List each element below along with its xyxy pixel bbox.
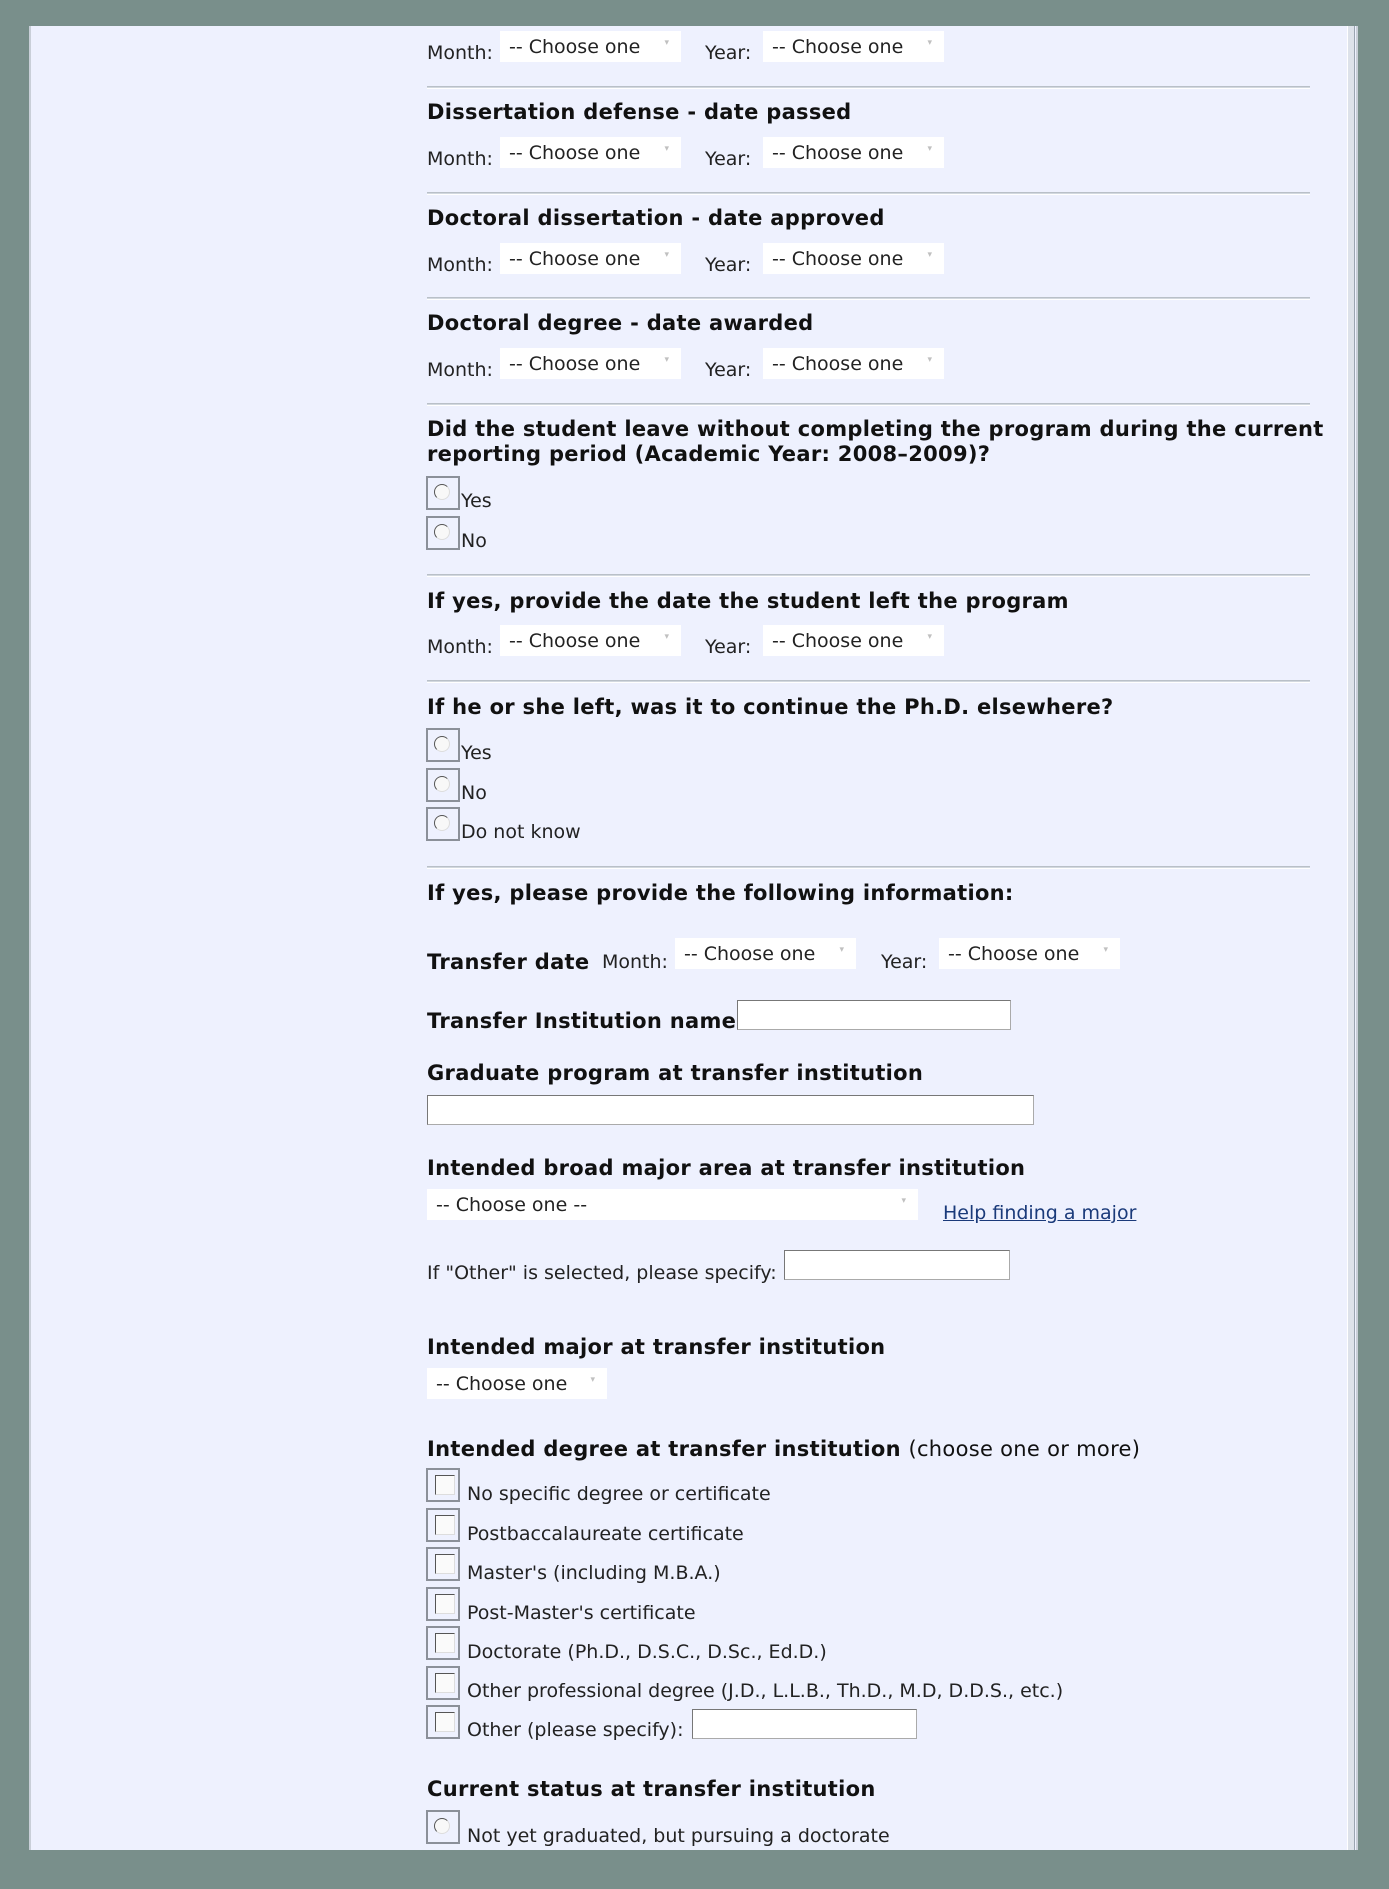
- degree-checkbox[interactable]: [426, 1666, 460, 1700]
- degree-option-label: Other professional degree (J.D., L.L.B., Th.D., M.D, D.D.S., etc.): [467, 1680, 1064, 1702]
- option-label: No: [461, 782, 487, 804]
- option-label: Yes: [461, 742, 492, 764]
- divider: [427, 680, 1310, 683]
- month-label: Month:: [427, 636, 493, 658]
- chevron-down-icon: ▾: [901, 1196, 906, 1206]
- chevron-down-icon: ▾: [927, 250, 932, 260]
- month-label: Month:: [427, 359, 493, 381]
- continue-dontknow-radio[interactable]: [426, 807, 460, 841]
- intended-major-select[interactable]: -- Choose one ▾: [427, 1368, 607, 1399]
- scrollbar[interactable]: [1347, 26, 1355, 1850]
- intended-degree-label: Intended degree at transfer institution (choose one or more): [427, 1437, 1141, 1461]
- chevron-down-icon: ▾: [927, 144, 932, 154]
- transfer-institution-label: Transfer Institution name: [427, 1009, 737, 1033]
- degree-checkbox[interactable]: [426, 1468, 460, 1502]
- degree-checkbox[interactable]: [426, 1626, 460, 1660]
- degree-checkbox[interactable]: [426, 1508, 460, 1542]
- other-degree-input[interactable]: [692, 1709, 917, 1739]
- left-yes-radio[interactable]: [426, 476, 460, 510]
- help-finding-major-link[interactable]: Help finding a major: [943, 1202, 1137, 1224]
- degree-checkbox[interactable]: [426, 1705, 460, 1739]
- transfer-institution-input[interactable]: [737, 1000, 1011, 1030]
- degree-option-label: Postbaccalaureate certificate: [467, 1523, 744, 1545]
- awarded-month-select[interactable]: -- Choose one ▾: [500, 348, 681, 379]
- chevron-down-icon: ▾: [927, 38, 932, 48]
- section-heading: Doctoral degree - date awarded: [427, 311, 814, 335]
- chevron-down-icon: ▾: [1103, 945, 1108, 955]
- graduate-program-input[interactable]: [427, 1095, 1034, 1125]
- transfer-date-label: Transfer date: [427, 950, 590, 974]
- section-heading: If he or she left, was it to continue the Ph.D. elsewhere?: [427, 695, 1114, 719]
- divider: [427, 86, 1310, 89]
- year-select[interactable]: -- Choose one ▾: [763, 31, 944, 62]
- approved-month-select[interactable]: -- Choose one ▾: [500, 243, 681, 274]
- divider: [427, 866, 1310, 869]
- degree-option-label: Other (please specify):: [467, 1719, 684, 1741]
- chevron-down-icon: ▾: [927, 355, 932, 365]
- option-label: Do not know: [461, 821, 581, 843]
- intended-major-label: Intended major at transfer institution: [427, 1335, 886, 1359]
- broad-major-label: Intended broad major area at transfer institution: [427, 1156, 1026, 1180]
- broad-major-select[interactable]: -- Choose one -- ▾: [427, 1189, 918, 1220]
- chevron-down-icon: ▾: [664, 355, 669, 365]
- transfer-month-select[interactable]: -- Choose one ▾: [675, 938, 856, 969]
- year-label: Year:: [881, 951, 928, 973]
- divider: [427, 297, 1310, 300]
- degree-option-label: Doctorate (Ph.D., D.S.C., D.Sc., Ed.D.): [467, 1641, 827, 1663]
- left-no-radio[interactable]: [426, 516, 460, 550]
- transfer-year-select[interactable]: -- Choose one ▾: [939, 938, 1120, 969]
- degree-option-label: Post-Master's certificate: [467, 1602, 696, 1624]
- other-specify-input[interactable]: [784, 1250, 1010, 1280]
- chevron-down-icon: ▾: [927, 632, 932, 642]
- option-label: No: [461, 530, 487, 552]
- year-label: Year:: [705, 42, 752, 64]
- section-heading: Dissertation defense - date passed: [427, 100, 852, 124]
- intended-degree-note: (choose one or more): [908, 1437, 1141, 1461]
- other-specify-label: If "Other" is selected, please specify:: [427, 1262, 777, 1284]
- continue-no-radio[interactable]: [426, 768, 460, 802]
- chevron-down-icon: ▾: [664, 38, 669, 48]
- year-label: Year:: [705, 254, 752, 276]
- month-label: Month:: [602, 951, 668, 973]
- degree-option-label: Master's (including M.B.A.): [467, 1562, 721, 1584]
- month-label: Month:: [427, 42, 493, 64]
- section-heading: Did the student leave without completing the program during the current: [427, 417, 1324, 441]
- option-label: Yes: [461, 490, 492, 512]
- status-radio[interactable]: [426, 1810, 460, 1844]
- chevron-down-icon: ▾: [590, 1375, 595, 1385]
- defense-month-select[interactable]: -- Choose one ▾: [500, 137, 681, 168]
- status-option-label: Not yet graduated, but pursuing a doctorate: [467, 1825, 890, 1847]
- continue-yes-radio[interactable]: [426, 728, 460, 762]
- section-heading: Doctoral dissertation - date approved: [427, 206, 885, 230]
- degree-checkbox[interactable]: [426, 1547, 460, 1581]
- chevron-down-icon: ▾: [839, 945, 844, 955]
- degree-checkbox[interactable]: [426, 1587, 460, 1621]
- year-label: Year:: [705, 359, 752, 381]
- month-label: Month:: [427, 254, 493, 276]
- chevron-down-icon: ▾: [664, 144, 669, 154]
- left-month-select[interactable]: -- Choose one ▾: [500, 625, 681, 656]
- chevron-down-icon: ▾: [664, 632, 669, 642]
- left-year-select[interactable]: -- Choose one ▾: [763, 625, 944, 656]
- section-heading: If yes, provide the date the student left the program: [427, 589, 1069, 613]
- chevron-down-icon: ▾: [664, 250, 669, 260]
- approved-year-select[interactable]: -- Choose one ▾: [763, 243, 944, 274]
- year-label: Year:: [705, 148, 752, 170]
- divider: [427, 403, 1310, 406]
- month-label: Month:: [427, 148, 493, 170]
- section-heading-cont: reporting period (Academic Year: 2008–2009)?: [427, 442, 991, 466]
- graduate-program-label: Graduate program at transfer institution: [427, 1061, 924, 1085]
- divider: [427, 192, 1310, 195]
- degree-option-label: No specific degree or certificate: [467, 1483, 771, 1505]
- awarded-year-select[interactable]: -- Choose one ▾: [763, 348, 944, 379]
- current-status-label: Current status at transfer institution: [427, 1777, 876, 1801]
- month-select[interactable]: -- Choose one ▾: [500, 31, 681, 62]
- defense-year-select[interactable]: -- Choose one ▾: [763, 137, 944, 168]
- year-label: Year:: [705, 636, 752, 658]
- section-heading: If yes, please provide the following information:: [427, 881, 1014, 905]
- divider: [427, 574, 1310, 577]
